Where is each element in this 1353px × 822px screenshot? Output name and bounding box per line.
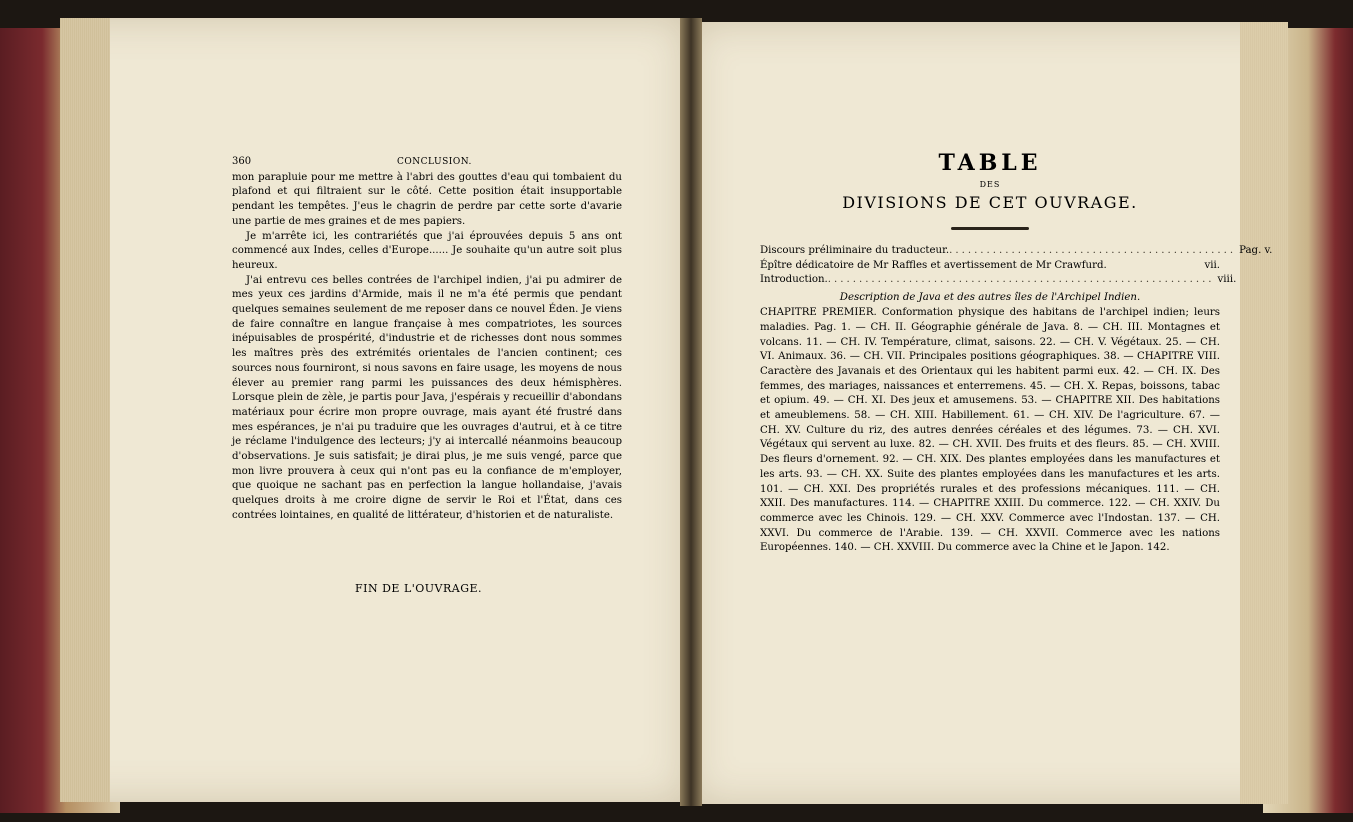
page-number: 360: [232, 156, 252, 167]
toc-line: [760, 273, 1237, 288]
toc-page: Pag. v.: [1239, 245, 1273, 256]
paragraph-1: mon parapluie pour me mettre à l'abri des gouttes d'eau qui tombaient du plafond et qui filtraient sur le côté. Cette position était insupportable pendant les tempêtes. J'eus le chagrin de perdre par cette sorte d'avarie une partie de mes graines et de mes papiers.: [232, 171, 622, 227]
chapters-text: CHAPITRE PREMIER. Conformation physique des habitans de l'archipel indien; leurs maladies. Pag. 1. — CH. II. Géographie générale de Java. 8. — CH. III. Montagnes et volcans. 11. — CH. IV. Température, climat, saisons. 22. — CH. V. Végétaux. 25. — CH. VI. Animaux. 36. — CH. VII. Principales positions géographiques. 38. — CHAPITRE VIII. Caractère des Javanais et des Orientaux qui les habitent parmi eux. 42. — CH. IX. Des femmes, des mariages, naissances et enterremens. 45. — CH. X. Repas, boissons, tabac et opium. 49. — CH. XI. Des jeux et amusemens. 53. — CHAPITRE XII. Des habitations et ameublemens. 58. — CH. XIII. Habillement. 61. — CH. XIV. De l'agriculture. 67. — CH. XV. Culture du riz, des autres denrées céréales et des légumes. 73. — CH. XVI. Végétaux qui servent au luxe. 82. — CH. XVII. Des fruits et des fleurs. 85. — CH. XVIII. Des fleurs d'ornement. 92. — CH. XIX. Des plantes employées dans les manufactures et les arts. 93. — CH. XX. Suite des plantes employées dans les manufactures et les arts. 101. — CH. XXI. Des propriétés rurales et des professions mécaniques. 111. — CH. XXII. Des manufactures. 114. — CHAPITRE XXIII. Du commerce. 122. — CH. XXIV. Du commerce avec les Chinois. 129. — CH. XXV. Commerce avec l'Indostan. 137. — CH. XXVI. Du commerce de l'Arabie. 139. — CH. XXVII. Commerce avec les nations Européennes. 140. — CH. XXVIII. Du commerce avec la Chine et le Japon. 142.: [760, 307, 1220, 554]
page-edges-left: [60, 18, 110, 802]
toc-line: [760, 244, 1273, 259]
section-heading: Description de Java et des autres îles de l'Archipel Indien.: [839, 292, 1141, 304]
right-page-text: [760, 150, 1273, 556]
paragraph-3: J'ai entrevu ces belles contrées de l'archipel indien, j'ai pu admirer de mes yeux ces jardins d'Armide, mais il ne m'a été permis que pendant quelques semaines seulement de me reposer dans ce nouvel Éden. Je viens de faire connaître en langue française à mes compatriotes, les sources inépuisables de prospérité, d'industrie et de richesses dont nous sommes les maîtres près des extrémités orientales de l'ancien continent; ces sources nous fourniront, si nous savons en faire usage, les moyens de nous élever au premier rang parmi les puissances des deux hémisphères. Lorsque plein de zèle, je partis pour Java, j'espérais y recueillir d'abondans matériaux pour écrire mon propre ouvrage, mais ayant été frustré dans mes espérances, je n'ai pu traduire que les ouvrages d'autrui, et à ce titre je réclame l'indulgence des lecteurs; j'y ai intercallé néanmoins beaucoup d'observations. Je suis satisfait; je dirai plus, je me suis vengé, parce que mon livre prouvera à ceux qui n'ont pas eu la confiance de m'employer, que quoique ne sachant pas en perfection la langue hollandaise, j'avais quelques droits à me croire digne de servir le Roi et l'État, dans ces contrées lointaines, en qualité de littérateur, d'historien et de naturaliste.: [232, 274, 622, 521]
page-edges-right: [1240, 22, 1288, 804]
table-des: DES: [979, 180, 1001, 189]
table-subtitle: DIVISIONS DE CET OUVRAGE.: [842, 193, 1138, 212]
table-title: TABLE: [938, 150, 1042, 176]
toc-leader: [1107, 259, 1202, 274]
toc-leader: ..............................................: [949, 245, 1237, 256]
running-title: CONCLUSION.: [397, 157, 472, 167]
toc-page: viii.: [1217, 274, 1237, 286]
paragraph-2: Je m'arrête ici, les contrariétés que j'ai éprouvées depuis 5 ans ont commencé aux Indes, celles d'Europe...... Je souhaite qu'un autre soit plus heureux.: [232, 230, 622, 271]
chapters-list: [760, 306, 1220, 556]
toc-leader: ..............................................................: [827, 274, 1215, 286]
running-head: [232, 155, 622, 170]
toc-page: vii.: [1204, 259, 1220, 271]
left-page-text: [232, 155, 622, 524]
title-rule: [951, 227, 1029, 230]
book-gutter: [680, 18, 702, 806]
fin-text: FIN DE L'OUVRAGE.: [355, 582, 483, 595]
toc-label: Introduction.: [760, 274, 828, 286]
toc-line: [760, 259, 1220, 274]
toc-label: Épître dédicatoire de Mr Raffles et avertissement de Mr Crawfurd.: [760, 259, 1107, 271]
toc-label: Discours préliminaire du traducteur.: [760, 245, 950, 256]
